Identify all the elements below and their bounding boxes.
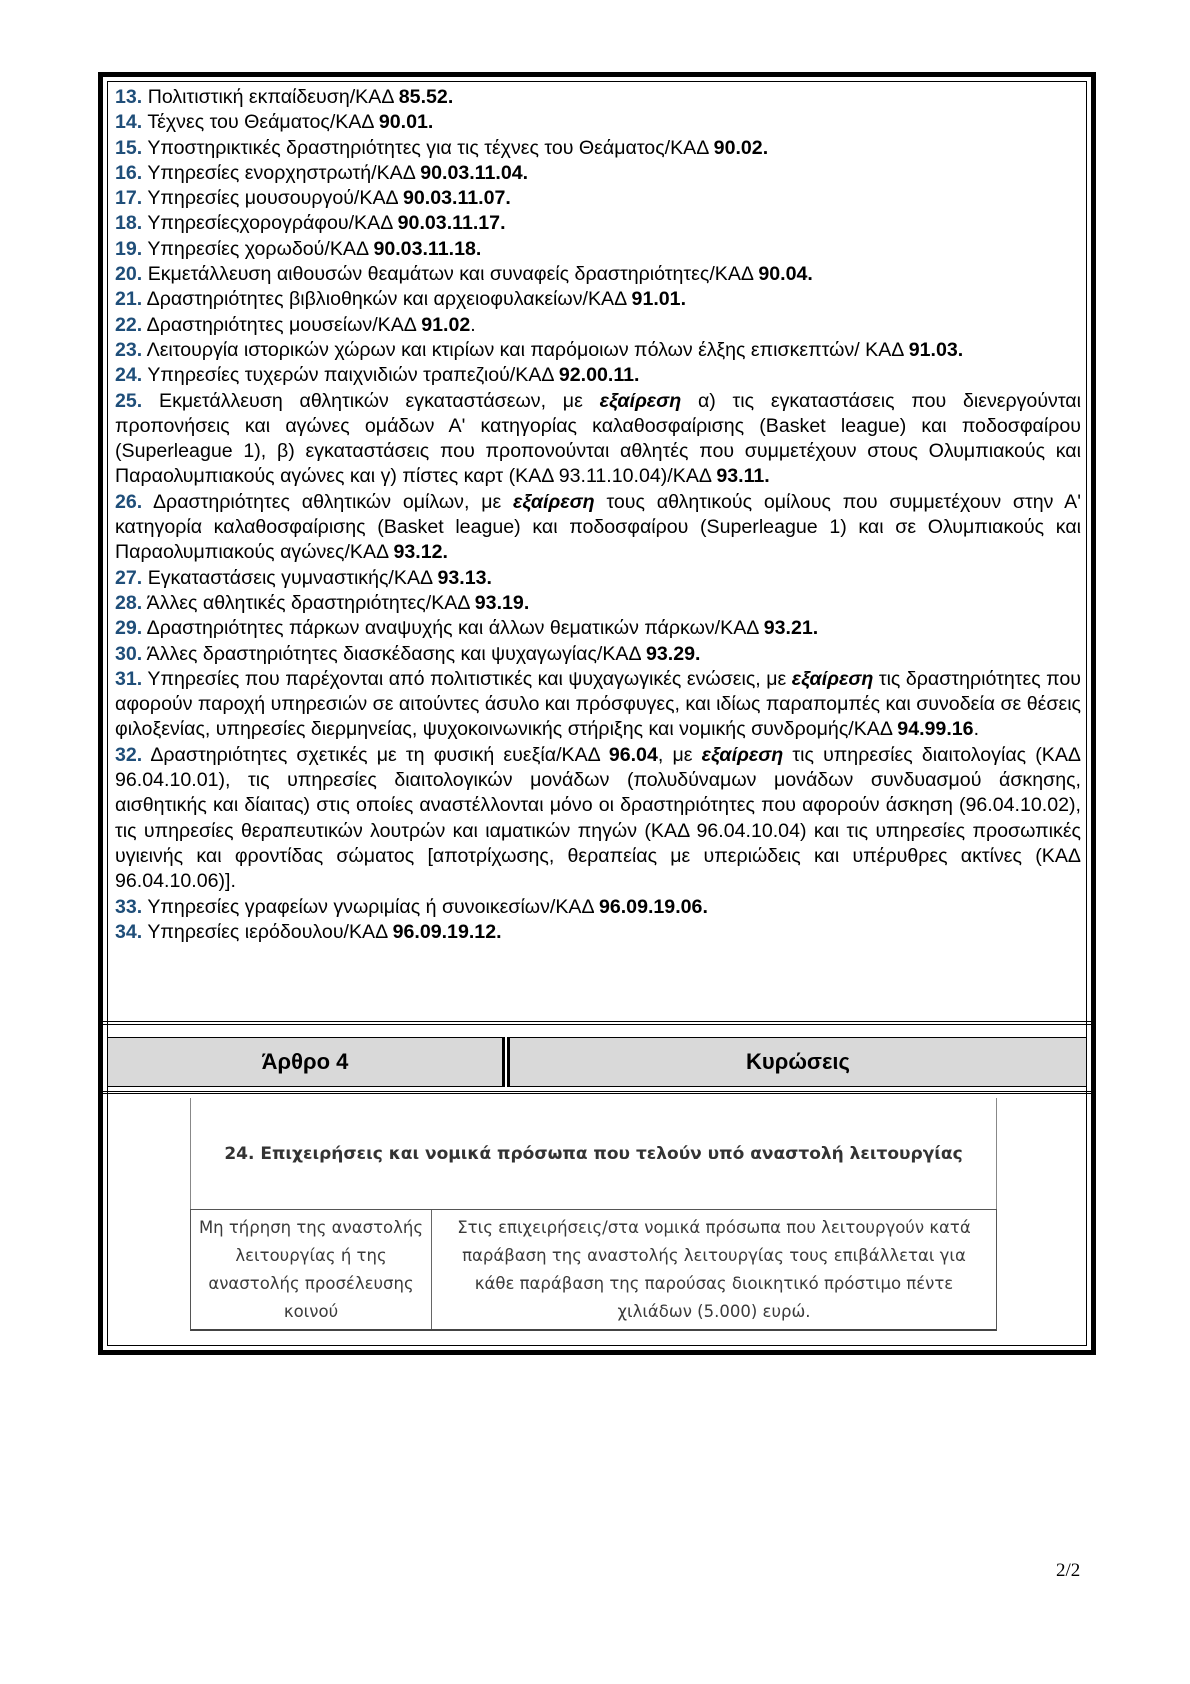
item-text: Τέχνες του Θεάματος/ΚΑΔ [142,111,379,134]
item-number: 26. [115,490,143,513]
list-item [115,363,1081,388]
item-number: 17. [115,187,143,210]
item-number: 25. [115,389,143,412]
item-number: 27. [115,566,143,589]
item-text: Δραστηριότητες μουσείων/ΚΑΔ [142,313,422,336]
item-text: Δραστηριότητες αθλητικών ομίλων, με [142,490,514,513]
item-number: 19. [115,237,143,260]
item-code: 93.21. [763,617,819,640]
list-item [115,262,1081,287]
item-code: 93.19. [474,591,530,614]
list-item [115,667,1081,743]
item-text: Δραστηριότητες σχετικές με τη φυσική ευεξία/ΚΑΔ [142,743,609,766]
item-code: 96.04 [608,743,658,766]
item-text: Άλλες αθλητικές δραστηριότητες/ΚΑΔ [142,591,475,614]
item-text: Υπηρεσίεςχορογράφου/ΚΑΔ [142,212,398,235]
list-item [115,920,1081,945]
article-number: Άρθρο 4 [107,1037,503,1087]
section-separator [103,1021,1091,1025]
item-code: 90.02. [713,136,769,159]
item-text: Υπηρεσίες μουσουργού/ΚΑΔ [142,187,403,210]
list-item [115,186,1081,211]
list-item [115,616,1081,641]
item-exception: εξαίρεση [513,490,595,513]
item-text: Δραστηριότητες βιβλιοθηκών και αρχειοφυλακείων/ΚΑΔ [142,288,632,311]
item-text: Υπηρεσίες ιερόδουλου/ΚΑΔ [142,920,393,943]
item-number: 14. [115,111,143,134]
item-text: Εγκαταστάσεις γυμναστικής/ΚΑΔ [142,566,438,589]
list-item [115,287,1081,312]
item-code: 93.11. [716,465,770,488]
list-item [115,211,1081,236]
item-text: τις υπηρεσίες διαιτολογίας (ΚΑΔ 96.04.10.01), τις υπηρεσίες διαιτολογικών μονάδων (πολυδύναμων μονάδων συνδυασμού άσκησης, αισθητικής και δίαιτας) στις οποίες αναστέλλονται μόνο οι δραστηριότητες που αφορούν άσκηση (96.04.10.02), τις υπηρεσίες θεραπευτικών λουτρών και ιαματικών πηγών (ΚΑΔ 96.04.10.04) και τις υπηρεσίες προσωπικές υγιεινής και φροντίδας σώματος [αποτρίχωσης, θεραπείας με υπεριώδεις και υπέρυθρες ακτίνες (ΚΑΔ 96.04.10.06)]. [115,743,1081,893]
item-text: Εκμετάλλευση αιθουσών θεαμάτων και συναφείς δραστηριότητες/ΚΑΔ [142,263,759,286]
item-code: 90.03.11.07. [402,187,511,210]
item-number: 23. [115,338,143,361]
list-item [115,136,1081,161]
list-item [115,85,1081,110]
item-number: 29. [115,617,143,640]
article-title: Κυρώσεις [509,1037,1087,1087]
item-number: 24. [115,364,143,387]
article-header-bar [103,1037,1091,1091]
item-code: 92.00.11. [558,364,640,387]
item-text: Υποστηρικτικές δραστηριότητες για τις τέχνες του Θεάματος/ΚΑΔ [142,136,714,159]
item-code: 96.09.19.06. [598,895,708,918]
list-item [115,389,1081,490]
item-number: 21. [115,288,143,311]
document-frame [98,72,1096,1355]
item-text: Υπηρεσίες που παρέχονται από πολιτιστικές και ψυχαγωγικές ενώσεις, με [142,667,792,690]
item-text: Λειτουργία ιστορικών χώρων και κτιρίων και παρόμοιων πόλων έλξης επισκεπτών/ ΚΑΔ [142,338,909,361]
item-code: 91.01. [631,288,687,311]
list-item [115,743,1081,895]
item-number: 18. [115,212,143,235]
item-code: 90.01. [378,111,434,134]
list-item [115,642,1081,667]
list-item [115,110,1081,135]
list-item [115,895,1081,920]
item-code: 90.03.11.18. [373,237,482,260]
item-tail: . [973,718,980,741]
item-code: 85.52. [398,86,454,108]
item-text: τις δραστηριότητες που αφορούν παροχή υπηρεσιών σε αιτούντες άσυλο και πρόσφυγες, και ιδίως παραπομπές και συνοδεία σε θέσεις φιλοξενίας, υπηρεσίες διερμηνείας, ψυχοκοινωνικής στήριξης και νομικής συνδρομής/ΚΑΔ [115,667,1081,741]
list-item [115,490,1081,566]
item-number: 33. [115,895,143,918]
item-exception: εξαίρεση [599,389,682,412]
item-exception: εξαίρεση [701,743,784,766]
penalty-cell: Στις επιχειρήσεις/στα νομικά πρόσωπα που λειτουργούν κατά παράβαση της αναστολής λειτουργίας τους επιβάλλεται για κάθε παράβαση της παρούσας διοικητικό πρόστιμο πέντε χιλιάδων (5.000) ευρώ. [457,1218,971,1321]
item-tail: . [470,313,476,336]
embedded-table-heading: 24. Επιχειρήσεις και νομικά πρόσωπα που τελούν υπό αναστολή λειτουργίας [190,1098,997,1209]
item-number: 30. [115,642,143,665]
item-number: 20. [115,263,143,286]
item-code: 91.02 [421,313,471,336]
violation-cell: Μη τήρηση της αναστολής λειτουργίας ή της αναστολής προσέλευσης κοινού [191,1210,432,1329]
item-text: Άλλες δραστηριότητες διασκέδασης και ψυχαγωγίας/ΚΑΔ [142,642,646,665]
item-code: 93.29. [645,642,701,665]
item-text: Εκμετάλλευση αθλητικών εγκαταστάσεων, με [142,389,600,412]
item-number: 34. [115,920,143,943]
item-code: 93.13. [437,566,492,589]
item-text: α) τις εγκαταστάσεις που διενεργούνται προπονήσεις και αγώνες ομάδων Α' κατηγορίας καλαθοσφαίρισης (Basket league) και ποδοσφαίρου (Superleague 1), β) εγκαταστάσεις που προπονούνται αθλητές που συμμετέχουν στους Ολυμπιακούς και Παραολυμπιακούς αγώνες και γ) πίστες καρτ (ΚΑΔ 93.11.10.04)/ΚΑΔ [115,389,1081,488]
item-code: 90.03.11.04. [420,161,529,184]
list-item [115,313,1081,338]
item-code: 93.12. [393,541,448,564]
item-code: 94.99.16 [897,718,974,741]
item-exception: εξαίρεση [791,667,874,690]
item-text: , με [657,743,702,766]
item-code: 90.04. [758,263,813,286]
item-text: Υπηρεσίες χορωδού/ΚΑΔ [142,237,374,260]
list-item [115,591,1081,616]
item-text: Υπηρεσίες γραφείων γνωριμίας ή συνοικεσίων/ΚΑΔ [142,895,599,918]
list-item [115,566,1081,591]
page-number: 2/2 [1056,1560,1081,1581]
item-code: 90.03.11.17. [397,212,506,235]
item-number: 32. [115,743,143,766]
item-text: Πολιτιστική εκπαίδευση/ΚΑΔ [142,86,399,108]
item-number: 28. [115,591,143,614]
activity-list [115,85,1081,945]
item-number: 13. [115,86,143,108]
embedded-penalty-table [190,1090,997,1341]
item-code: 91.03. [908,338,964,361]
item-number: 22. [115,313,143,336]
item-text: Υπηρεσίες τυχερών παιχνιδιών τραπεζιού/ΚΑΔ [142,364,559,387]
item-code: 96.09.19.12. [392,920,502,943]
item-text: τους αθλητικούς ομίλους που συμμετέχουν στην Α' κατηγορία καλαθοσφαίρισης (Basket league) και ποδοσφαίρου (Superleague 1) και σε Ολυμπιακούς και Παραολυμπιακούς αγώνες/ΚΑΔ [115,490,1081,564]
item-text: Δραστηριότητες πάρκων αναψυχής και άλλων θεματικών πάρκων/ΚΑΔ [142,617,764,640]
list-item [115,161,1081,186]
item-number: 16. [115,161,143,184]
list-item [115,237,1081,262]
list-item [115,338,1081,363]
item-number: 15. [115,136,143,159]
embedded-table-row [190,1209,997,1331]
item-number: 31. [115,667,143,690]
item-text: Υπηρεσίες ενορχηστρωτή/ΚΑΔ [142,161,421,184]
